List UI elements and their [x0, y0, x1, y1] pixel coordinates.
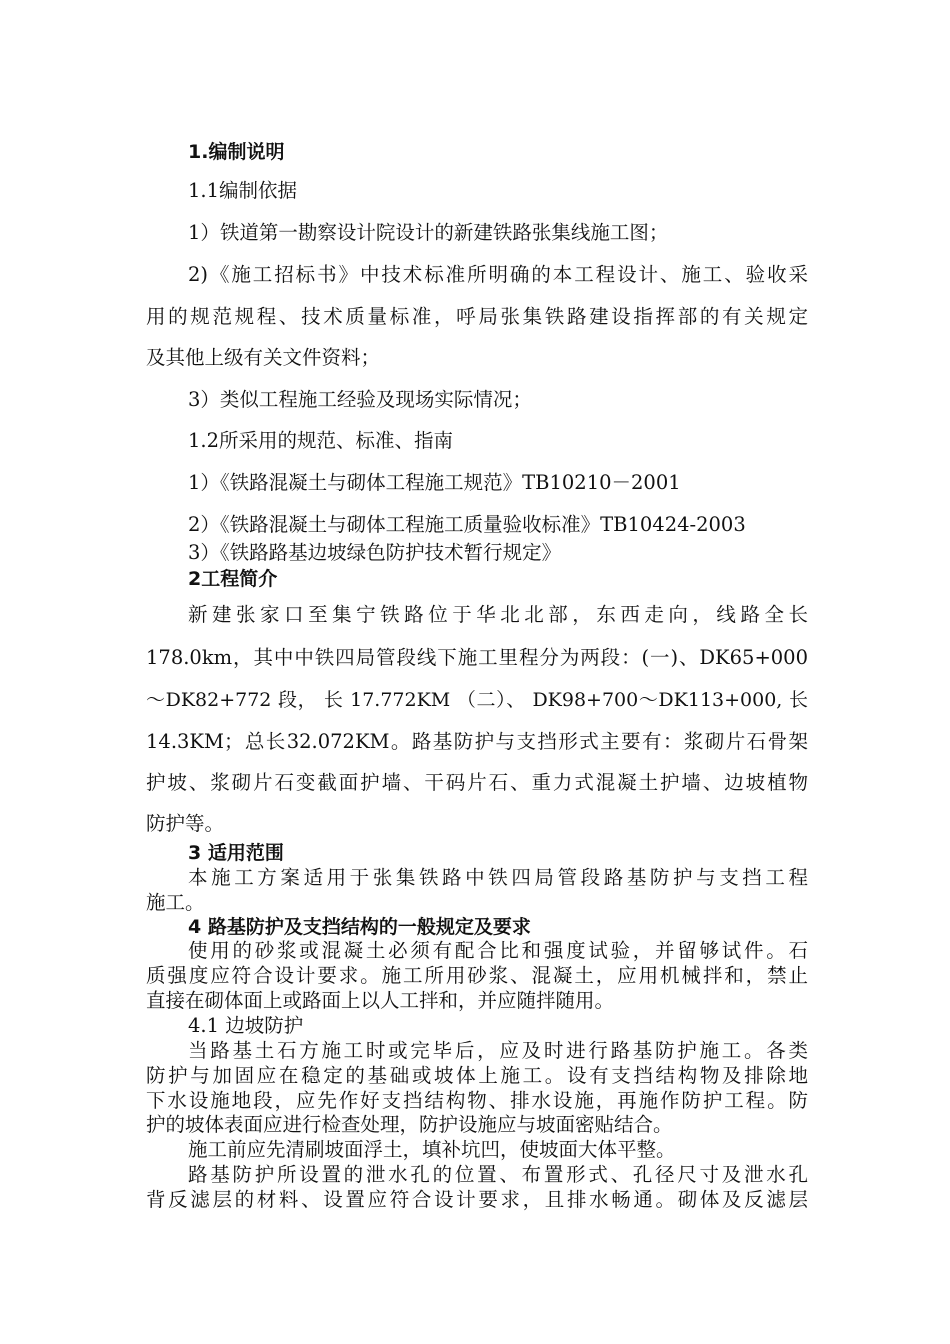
- heading-3: 3 适用范围: [188, 842, 284, 864]
- heading-4: 4 路基防护及支挡结构的一般规定及要求: [188, 916, 531, 938]
- heading-1: 1.编制说明: [188, 141, 285, 163]
- text-line: 护坡、浆砌片石变截面护墙、干码片石、重力式混凝土护墙、边坡植物: [146, 771, 808, 794]
- text-line: 护的坡体表面应进行检查处理，防护设施应与坡面密贴结合。: [146, 1113, 673, 1136]
- text-line: 14.3KM；总长32.072KM。路基防护与支挡形式主要有：浆砌片石骨架: [146, 730, 808, 753]
- text-line: 用的规范规程、技术质量标准，呼局张集铁路建设指挥部的有关规定: [146, 305, 808, 328]
- text-line: 背反滤层的材料、设置应符合设计要求，且排水畅通。砌体及反滤层: [146, 1188, 808, 1211]
- text-line: 防护与加固应在稳定的基础或坡体上施工。设有支挡结构物及排除地: [146, 1064, 808, 1087]
- text-line: 2)《施工招标书》中技术标准所明确的本工程设计、施工、验收采: [188, 263, 808, 286]
- text-line: 178.0km，其中中铁四局管段线下施工里程分为两段：(一)、DK65+000: [146, 646, 808, 669]
- text-line: 1）铁道第一勘察设计院设计的新建铁路张集线施工图；: [188, 221, 669, 244]
- subheading-1-2: 1.2所采用的规范、标准、指南: [188, 429, 454, 452]
- text-line: 及其他上级有关文件资料；: [146, 346, 381, 369]
- subheading-4-1: 4.1 边坡防护: [188, 1014, 304, 1037]
- text-line: 当路基土石方施工时或完毕后，应及时进行路基防护施工。各类: [188, 1039, 808, 1062]
- subheading-1-1: 1.1编制依据: [188, 179, 298, 202]
- text-line: 路基防护所设置的泄水孔的位置、布置形式、孔径尺寸及泄水孔: [188, 1163, 808, 1186]
- text-line: 使用的砂浆或混凝土必须有配合比和强度试验，并留够试件。石: [188, 939, 808, 962]
- heading-2: 2工程简介: [188, 568, 278, 590]
- text-line: 3）类似工程施工经验及现场实际情况；: [188, 388, 532, 411]
- text-line: 本施工方案适用于张集铁路中铁四局管段路基防护与支挡工程: [188, 866, 808, 889]
- text-line: 3）《铁路路基边坡绿色防护技术暂行规定》: [188, 541, 562, 564]
- text-line: 防护等。: [146, 812, 225, 835]
- text-line: 2）《铁路混凝土与砌体工程施工质量验收标准》TB10424-2003: [188, 513, 746, 536]
- text-line: 新建张家口至集宁铁路位于华北北部，东西走向，线路全长: [188, 603, 808, 626]
- text-line: 1）《铁路混凝土与砌体工程施工规范》TB10210－2001: [188, 471, 681, 494]
- text-line: 下水设施地段，应先作好支挡结构物、排水设施，再施作防护工程。防: [146, 1089, 808, 1112]
- text-line: 质强度应符合设计要求。施工所用砂浆、混凝土，应用机械拌和，禁止: [146, 964, 808, 987]
- text-line: 施工前应先清刷坡面浮土，填补坑凹，使坡面大体平整。: [188, 1138, 676, 1161]
- text-line: 施工。: [146, 891, 205, 914]
- text-line: 直接在砌体面上或路面上以人工拌和，并应随拌随用。: [146, 989, 615, 1012]
- text-line: ～DK82+772 段， 长 17.772KM （二）、 DK98+700～DK113+000, 长: [146, 689, 808, 711]
